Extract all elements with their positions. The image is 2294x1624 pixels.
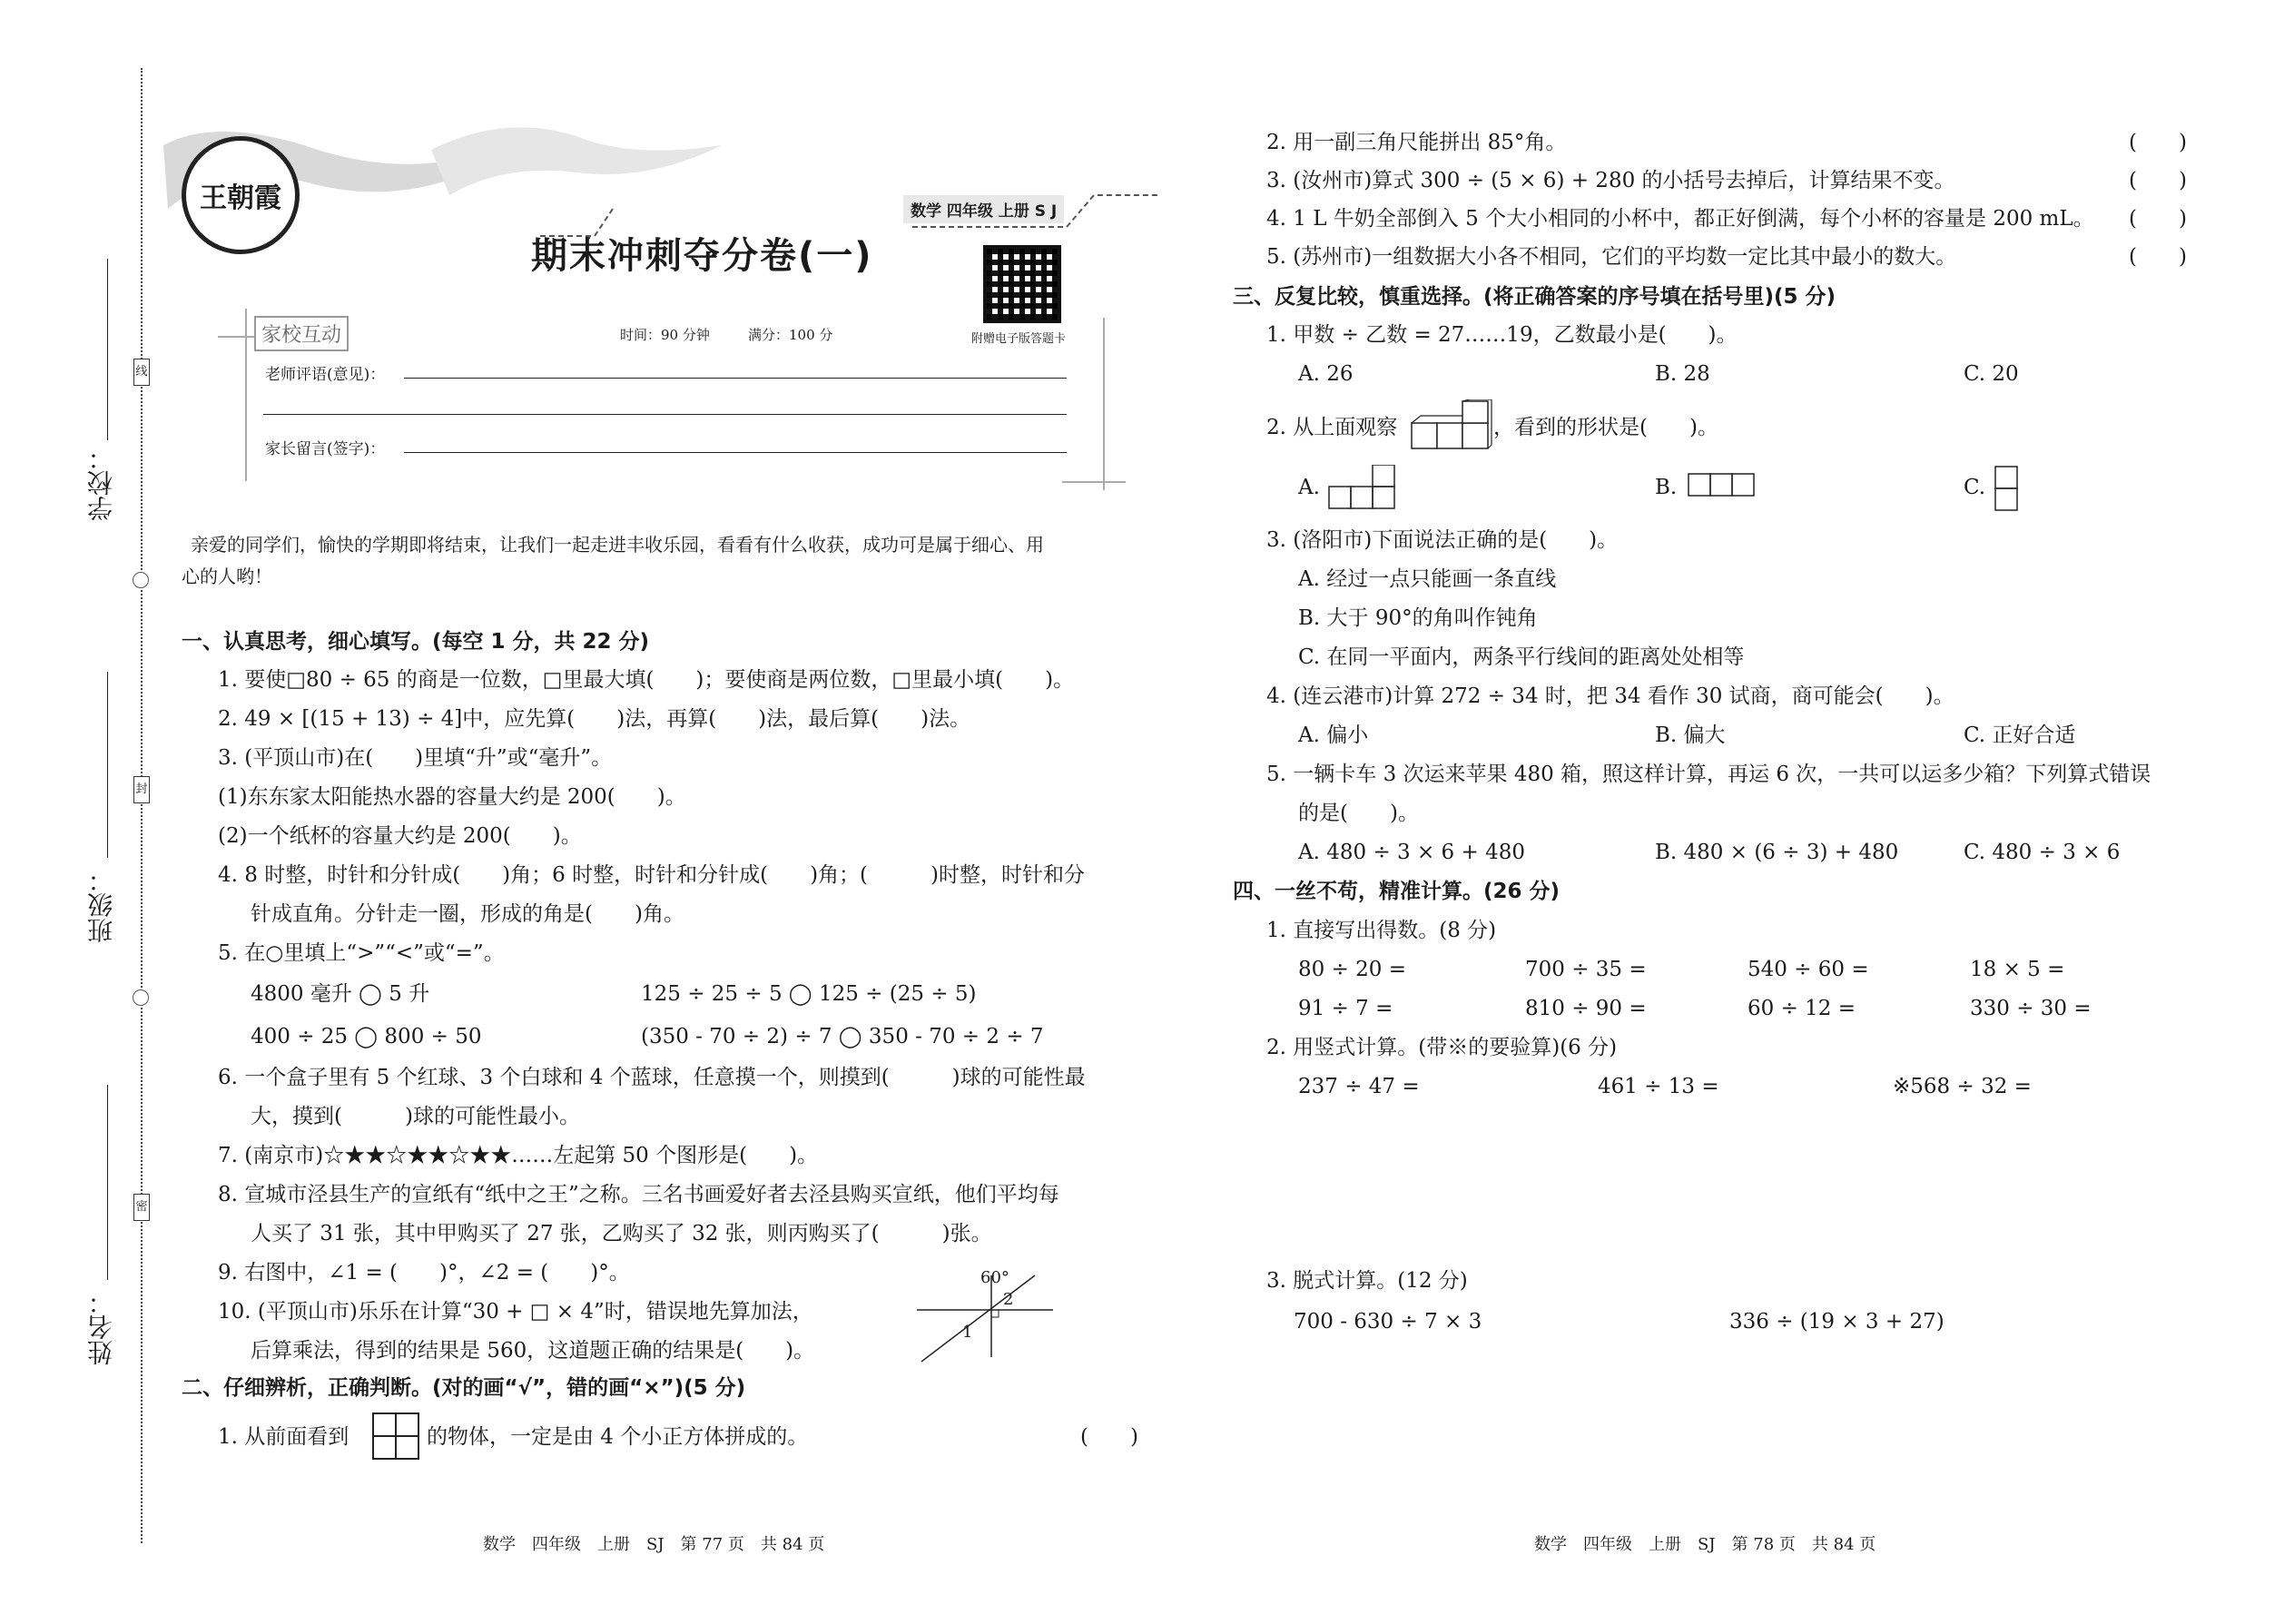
home-school-box (218, 309, 1130, 499)
s1-q3: 3. (平顶山市)在( )里填“升”或“毫升”。 (218, 746, 613, 770)
s3-q2-opt-b-figure (1687, 472, 1759, 499)
s1-q6: 6. 一个盒子里有 5 个红球、3 个白球和 4 个蓝球，任意摸一个，则摸到( )球的可能性最 (218, 1066, 1086, 1089)
brand-logo-text: 王朝霞 (200, 182, 281, 214)
section-3-title: 三、反复比较，慎重选择。(将正确答案的序号填在括号里)(5 分) (1233, 285, 1836, 309)
punch-hole-icon (133, 989, 149, 1006)
seal-mark-middle: 封 (133, 776, 150, 803)
home-school-hline (218, 336, 254, 338)
punch-hole-icon (133, 572, 149, 588)
s1-q8-cont: 人买了 31 张，其中甲购买了 27 张，乙购买了 32 张，则丙购买了( )张。 (251, 1222, 992, 1245)
s1-q6-cont: 大，摸到( )球的可能性最小。 (251, 1105, 580, 1128)
s3-q3-opt-c[interactable]: C. 在同一平面内，两条平行线间的距离处处相等 (1298, 645, 1745, 669)
exam-time: 时间：90 分钟 (620, 327, 710, 343)
teacher-comment-field-2[interactable] (263, 414, 1067, 415)
s1-q7: 7. (南京市)☆★★☆★★☆★★……左起第 50 个图形是( )。 (218, 1144, 819, 1167)
s1-q1: 1. 要使□80 ÷ 65 的商是一位数，□里最大填( )；要使商是两位数，□里最小填( )。 (218, 668, 1075, 692)
section-2-title: 二、仔细辨析，正确判断。(对的画“√”，错的画“×”)(5 分) (182, 1376, 746, 1400)
s3-q5-opt-b[interactable]: B. 480 × (6 ÷ 3) + 480 (1655, 841, 1899, 864)
exam-score: 满分：100 分 (748, 327, 833, 343)
s4-p3: 3. 脱式计算。(12 分) (1266, 1269, 1468, 1293)
binding-dotted-line (141, 68, 143, 1543)
school-label: 学校： (86, 445, 116, 521)
s3-q4-opt-a[interactable]: A. 偏小 (1298, 723, 1369, 747)
s3-q4-opt-b[interactable]: B. 偏大 (1655, 723, 1726, 747)
header-ribbon-decoration (159, 109, 1167, 245)
footer-right: 数学 四年级 上册 SJ 第 78 页 共 84 页 (1534, 1535, 1876, 1554)
s4-p1-item-3[interactable]: 540 ÷ 60 = (1748, 958, 1869, 981)
name-label: 姓名： (86, 1289, 116, 1365)
s1-q2: 2. 49 × [(15 + 13) ÷ 4]中，应先算( )法，再算( )法，最后算( )法。 (218, 707, 971, 731)
s2-q1-pre: 1. 从前面看到 (218, 1425, 350, 1449)
class-field[interactable] (107, 672, 108, 858)
s4-p2-item-3[interactable]: ※568 ÷ 32 = (1893, 1075, 2032, 1098)
school-field[interactable] (107, 259, 108, 440)
s1-q4: 4. 8 时整，时针和分针成( )角；6 时整，时针和分针成( )角；( )时整，时针和分 (218, 863, 1085, 887)
s2-q5-answer[interactable]: ( ) (2129, 245, 2187, 269)
s3-q5: 5. 一辆卡车 3 次运来苹果 480 箱，照这样计算，再运 6 次，一共可以运多少箱？下列算式错误 (1266, 763, 2151, 786)
s1-q5: 5. 在○里填上“>”“<”或“=”。 (218, 941, 505, 965)
s2-q4: 4. 1 L 牛奶全部倒入 5 个大小相同的小杯中，都正好倒满，每个小杯的容量是 200 mL。 (1266, 207, 2094, 231)
name-field[interactable] (107, 1085, 108, 1280)
intro-line-2: 心的人哟！ (182, 566, 272, 587)
home-school-label: 家校互动 (254, 316, 349, 351)
s1-q10: 10. (平顶山市)乐乐在计算“30 + □ × 4”时，错误地先算加法， (218, 1300, 813, 1324)
s3-q2-opt-c[interactable]: C. (1964, 476, 1986, 499)
intro-line-1: 亲爱的同学们，愉快的学期即将结束，让我们一起走进丰收乐园，看看有什么收获，成功可是属于细心、用 (191, 534, 1044, 556)
s3-q1: 1. 甲数 ÷ 乙数 = 27……19，乙数最小是( )。 (1266, 323, 1738, 347)
s2-q3: 3. (汝州市)算式 300 ÷ (5 × 6) + 280 的小括号去掉后，计算结果不变。 (1266, 169, 1955, 192)
section-4-title: 四、一丝不苟，精准计算。(26 分) (1233, 880, 1561, 903)
s3-q5-opt-a[interactable]: A. 480 ÷ 3 × 6 + 480 (1298, 841, 1525, 864)
s4-p1-item-5[interactable]: 91 ÷ 7 = (1298, 997, 1393, 1020)
home-school-vline-right (1103, 318, 1105, 490)
brand-logo (182, 136, 300, 254)
s4-p1-item-2[interactable]: 700 ÷ 35 = (1525, 958, 1647, 981)
s4-p3-item-2[interactable]: 336 ÷ (19 × 3 + 27) (1729, 1310, 1944, 1334)
angle-label-60: 60° (980, 1268, 1009, 1287)
s1-q5-compare-4: (350 - 70 ÷ 2) ÷ 7 ◯ 350 - 70 ÷ 2 ÷ 7 (641, 1025, 1044, 1048)
footer-left: 数学 四年级 上册 SJ 第 77 页 共 84 页 (483, 1535, 825, 1554)
s1-q3-1: (1)东东家太阳能热水器的容量大约是 200( )。 (218, 785, 686, 809)
s1-q9: 9. 右图中，∠1 = ( )°，∠2 = ( )°。 (218, 1261, 630, 1284)
s2-q5: 5. (苏州市)一组数据大小各不相同，它们的平均数一定比其中最小的数大。 (1266, 245, 1957, 269)
angle-label-1: 1 (962, 1323, 973, 1342)
s3-q5-opt-c[interactable]: C. 480 ÷ 3 × 6 (1964, 841, 2121, 864)
s3-q1-opt-b[interactable]: B. 28 (1655, 362, 1710, 386)
s3-q2-cube-figure (1410, 399, 1493, 450)
s4-p2-item-2[interactable]: 461 ÷ 13 = (1598, 1075, 1719, 1098)
angle-label-2: 2 (1003, 1290, 1014, 1309)
binding-margin (0, 0, 154, 1624)
angle-figure (917, 1266, 1062, 1366)
s4-p1-item-4[interactable]: 18 × 5 = (1970, 958, 2065, 981)
s3-q4-opt-c[interactable]: C. 正好合适 (1964, 723, 2076, 747)
s1-q5-compare-2: 125 ÷ 25 ÷ 5 ◯ 125 ÷ (25 ÷ 5) (641, 982, 977, 1006)
page-title: 期末冲刺夺分卷(一) (531, 235, 873, 277)
s3-q2-opt-c-figure (1994, 465, 2021, 512)
s4-p3-item-1[interactable]: 700 - 630 ÷ 7 × 3 (1294, 1310, 1482, 1334)
s1-q4-cont: 针成直角。分针走一圈，形成的角是( )角。 (251, 902, 684, 926)
home-school-hline-bottom (1062, 481, 1126, 483)
home-school-vline (245, 309, 247, 481)
s1-q5-compare-3: 400 ÷ 25 ◯ 800 ÷ 50 (251, 1025, 482, 1048)
s2-q1-answer[interactable]: ( ) (1080, 1425, 1138, 1449)
seal-mark-bottom: 密 (133, 1194, 150, 1221)
s3-q1-opt-c[interactable]: C. 20 (1964, 362, 2019, 386)
grid-hline (374, 1435, 418, 1437)
teacher-comment-label: 老师评语(意见)： (265, 366, 386, 384)
s2-q4-answer[interactable]: ( ) (2129, 207, 2187, 231)
s3-q2-pre: 2. 从上面观察 (1266, 416, 1398, 439)
s3-q4: 4. (连云港市)计算 272 ÷ 34 时，把 34 看作 30 试商，商可能会( )。 (1266, 684, 1954, 708)
s4-p1-item-1[interactable]: 80 ÷ 20 = (1298, 958, 1407, 981)
s1-q8: 8. 宣城市泾县生产的宣纸有“纸中之王”之称。三名书画爱好者去泾县购买宣纸，他们平均每 (218, 1183, 1059, 1206)
s4-p2: 2. 用竖式计算。(带※的要验算)(6 分) (1266, 1036, 1618, 1059)
seal-mark-top: 线 (133, 359, 150, 386)
s3-q3: 3. (洛阳市)下面说法正确的是( )。 (1266, 528, 1619, 552)
s2-q1-post: 的物体，一定是由 4 个小正方体拼成的。 (427, 1425, 809, 1449)
s1-q10-cont: 后算乘法，得到的结果是 560，这道题正确的结果是( )。 (251, 1339, 815, 1363)
s4-p1-item-6[interactable]: 810 ÷ 90 = (1525, 997, 1647, 1020)
s3-q3-opt-b[interactable]: B. 大于 90°的角叫作钝角 (1298, 606, 1538, 630)
s3-q1-opt-a[interactable]: A. 26 (1298, 362, 1354, 386)
s3-q2-opt-b[interactable]: B. (1655, 476, 1678, 499)
qr-caption: 附赠电子版答题卡 (971, 332, 1067, 346)
s4-p1-item-7[interactable]: 60 ÷ 12 = (1748, 997, 1856, 1020)
s1-q3-2: (2)一个纸杯的容量大约是 200( )。 (218, 824, 582, 848)
s3-q3-opt-a[interactable]: A. 经过一点只能画一条直线 (1298, 567, 1557, 591)
s4-p1-item-8[interactable]: 330 ÷ 30 = (1970, 997, 2092, 1020)
s3-q2-opt-a[interactable]: A. (1298, 476, 1320, 499)
section-1-title: 一、认真思考，细心填写。(每空 1 分，共 22 分) (182, 630, 650, 654)
s3-q2-post: ，看到的形状是( )。 (1493, 416, 1718, 439)
s4-p2-item-1[interactable]: 237 ÷ 47 = (1298, 1075, 1420, 1098)
teacher-comment-field[interactable] (404, 378, 1067, 379)
s2-q3-answer[interactable]: ( ) (2129, 169, 2187, 192)
s2-q2: 2. 用一副三角尺能拼出 85°角。 (1266, 131, 1567, 154)
s4-p1: 1. 直接写出得数。(8 分) (1266, 919, 1497, 942)
s3-q5-cont: 的是( )。 (1298, 802, 1419, 825)
s2-q2-answer[interactable]: ( ) (2129, 131, 2187, 154)
class-label: 班级： (86, 867, 116, 943)
s3-q2-opt-a-figure (1327, 465, 1400, 510)
parent-comment-field[interactable] (404, 452, 1067, 453)
header-meta: 数学 四年级 上册 S J (903, 195, 1064, 223)
s1-q5-compare-1: 4800 毫升 ◯ 5 升 (251, 982, 430, 1006)
s2-q1-grid-figure (372, 1412, 419, 1460)
parent-comment-label: 家长留言(签字)： (265, 440, 386, 458)
